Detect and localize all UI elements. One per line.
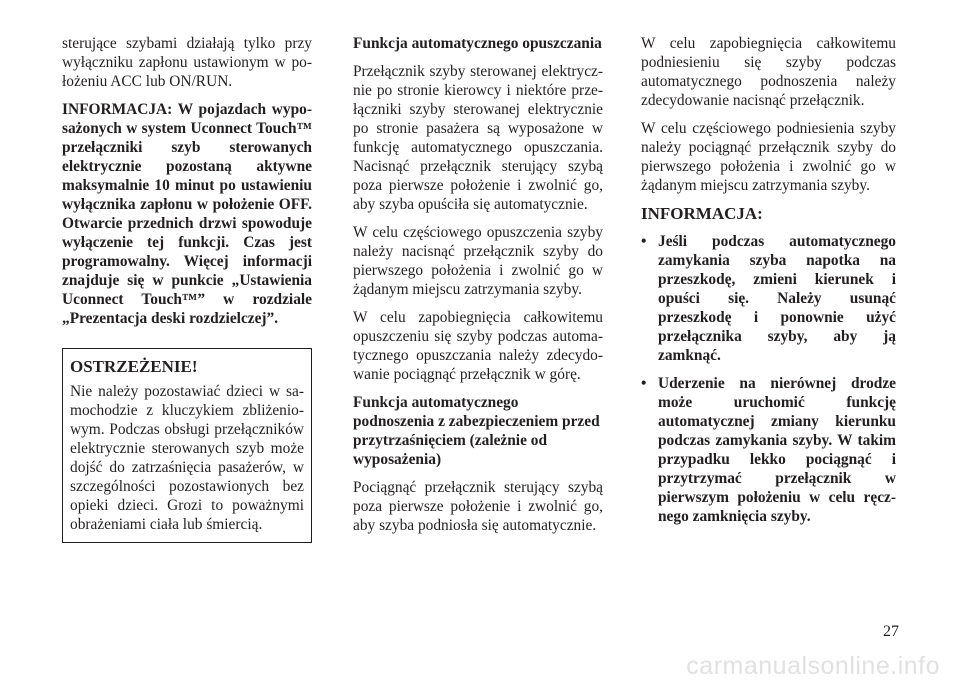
paragraph-auto-down: Przełącznik szyby sterowanej elektrycznie po stronie kierowcy i niektóre przełączniki szyby sterowanej elektrycznie po stronie pasażera są wyposażone w funkcję automatycznego opuszczania. Nacisnąć przełącznik sterujący szybą poza pierwsze położenie i zwolnić go, aby szyba opuściła się automatycznie.: [353, 63, 603, 213]
warning-box: [62, 348, 312, 543]
paragraph-stop-up: W celu zapobiegnięcia całkowitemu podniesieniu się szyby podczas automatycznego podnoszenia należy zdecydowanie nacisnąć przełącznik.: [641, 35, 896, 109]
page-number: 27: [883, 623, 899, 640]
info-heading: INFORMACJA:: [641, 204, 763, 223]
column-left: [62, 34, 312, 543]
column-right: [641, 34, 896, 535]
paragraph-partial-up: W celu częściowego podniesienia szyby należy pociągnąć przełącznik szyby do pierwszego położenia i zwolnić go w żądanym miejscu zatrzymania szyby.: [641, 120, 896, 194]
warning-title: OSTRZEŻENIE!: [70, 357, 198, 376]
info-bullet-list: [641, 232, 896, 526]
watermark-text: carmanualsonline.info: [686, 652, 940, 680]
paragraph-stop-down: W celu zapobiegnięcia całkowitemu opuszczeniu się szyby podczas automatycznego opuszczania należy zdecydowanie pociągnąć przełącznik w górę.: [353, 309, 603, 383]
warning-text: Nie należy pozostawiać dzieci w samochodzie z kluczykiem zbliżeniowym. Podczas obsługi przełączników elektrycznie sterowanych szyb może dojść do zatrzaśnięcia pasażerów, w szczególności pozostawionych bez opieki dzieci. Grozi to poważnymi obrażeniami ciała lub śmiercią.: [70, 383, 304, 533]
bullet-item-rough-road: • Uderzenie na nierównej drodze może uruchomić funkcję automatycznej zmiany kierunku podczas zamykania szyby. W takim przypadku lekko pociągnąć i przytrzymać przełącznik w pierwszym położeniu w celu ręcznego zamknięcia szyby.: [641, 374, 896, 526]
heading-auto-down: Funkcja automatycznego opuszczania: [353, 35, 602, 52]
paragraph-partial-down: W celu częściowego opuszczenia szyby należy nacisnąć przełącznik szyby do pierwszego położenia i zwolnić go w żądanym miejscu zatrzymania szyby.: [353, 224, 603, 298]
info-uconnect-note: INFORMACJA: W pojazdach wyposażonych w system Uconnect Touch™ przełączniki szyb sterowanych elektrycznie pozostaną aktywne maksymalnie 10 minut po ustawieniu wyłącznika zapłonu w położenie OFF. Otwarcie przednich drzwi spowoduje wyłączenie tej funkcji. Czas jest programowalny. Więcej informacji znajduje się w punkcie „Ustawienia Uconnect Touch™” w rozdziale „Prezentacja deski rozdzielczej”.: [62, 101, 312, 327]
paragraph-auto-up: Pociągnąć przełącznik sterujący szybą poza pierwsze położenie i zwolnić go, aby szyba podniosła się automatycznie.: [353, 479, 603, 534]
bullet-item-obstacle: • Jeśli podczas automatycznego zamykania szyba napotka na przeszkodę, zmieni kierunek i opuści się. Należy usunąć przeszkodę i ponownie użyć przełącznika szyby, aby ją zamknąć.: [641, 232, 896, 365]
paragraph-ignition-note: sterujące szybami działają tylko przy wyłączniku zapłonu ustawionym w położeniu ACC lub ON/RUN.: [62, 35, 312, 90]
column-middle: [353, 34, 603, 544]
heading-auto-up: Funkcja automatycznego podnoszenia z zabezpieczeniem przed przytrzaśnięciem (zależnie od wyposażenia): [353, 394, 600, 468]
